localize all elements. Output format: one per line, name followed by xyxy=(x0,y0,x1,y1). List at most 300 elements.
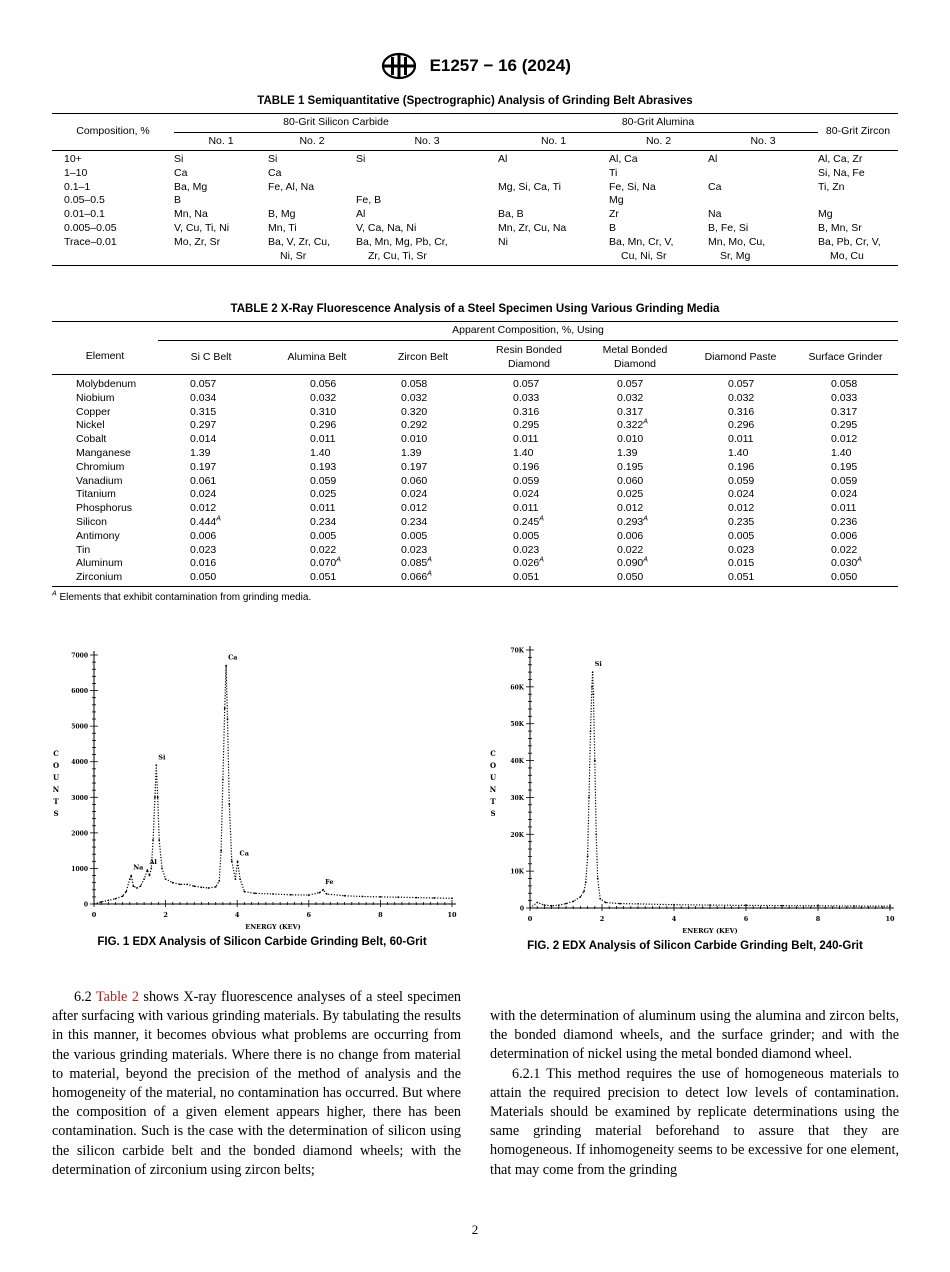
spectrum-point xyxy=(709,904,711,906)
t2-value-cell xyxy=(264,571,370,586)
spectrum-point xyxy=(397,896,399,898)
spectrum-point xyxy=(239,878,241,880)
t2-value-cell xyxy=(370,433,476,447)
t2-value: 0.032 xyxy=(401,391,428,404)
spectrum-point xyxy=(220,850,222,852)
y-tick-label: 60K xyxy=(510,684,524,692)
t2-value-cell xyxy=(264,475,370,489)
t2-value: 0.034 xyxy=(190,391,217,404)
y-axis-label-letter: N xyxy=(52,785,60,794)
t2-header: Metal Bonded Diamond xyxy=(602,343,668,370)
spectrum-point xyxy=(415,897,417,899)
t2-value: 0.015 xyxy=(728,557,755,570)
y-tick-label: 30K xyxy=(510,794,524,802)
spectrum-point xyxy=(319,892,321,894)
table1-row xyxy=(52,151,898,167)
t2-value: 0.310 xyxy=(310,405,337,418)
spectrum-point xyxy=(590,730,592,732)
spectrum-point xyxy=(237,860,239,862)
table2-row xyxy=(52,530,898,544)
t2-value: 1.39 xyxy=(401,446,422,459)
t2-value: 0.059 xyxy=(310,474,337,487)
x-axis-label: ENERGY (KEV) xyxy=(682,927,738,935)
spectrum-point xyxy=(222,779,224,781)
t2-value-cell xyxy=(582,530,688,544)
t2-value: 0.024 xyxy=(728,488,755,501)
contamination-flag: A xyxy=(427,570,432,578)
page-number: 2 xyxy=(471,1222,479,1237)
t2-element-cell: Molybdenum xyxy=(76,378,137,390)
t2-value: 0.025 xyxy=(617,488,644,501)
t1-cell xyxy=(498,194,609,208)
t2-value-cell xyxy=(688,557,793,571)
t2-header: Element xyxy=(85,350,125,363)
t2-value: 0.030 xyxy=(831,557,858,570)
spectrum-point xyxy=(133,885,135,887)
t1-sub: No. 3 xyxy=(750,134,776,147)
t1-cell: Mo, Zr, Sr xyxy=(174,235,221,248)
t2-value-cell xyxy=(688,516,793,530)
y-axis-label xyxy=(52,748,60,820)
table2-row xyxy=(52,433,898,447)
x-tick-label: 2 xyxy=(599,915,605,923)
t2-value-cell xyxy=(793,516,898,530)
t2-value-cell xyxy=(370,447,476,461)
spectrum-point xyxy=(597,878,599,880)
t2-value: 1.40 xyxy=(728,446,749,459)
table1-row xyxy=(52,208,898,222)
t2-value-cell xyxy=(370,375,476,392)
t1-cell: Mo, Cu xyxy=(830,249,864,262)
spectrum-point xyxy=(308,894,310,896)
x-tick-label: 4 xyxy=(234,911,240,919)
spectrum-point xyxy=(158,839,160,841)
x-tick-label: 6 xyxy=(306,911,312,919)
spectrum-point xyxy=(592,671,594,673)
t2-value: 0.011 xyxy=(513,433,539,446)
spectrum-point xyxy=(231,860,233,862)
t2-value: 0.011 xyxy=(831,502,857,515)
y-tick-label: 7000 xyxy=(71,652,88,660)
t1-cell: Si xyxy=(268,153,278,165)
t2-value-cell xyxy=(476,406,582,420)
t2-value-cell xyxy=(582,419,688,433)
spectrum-point xyxy=(152,839,154,841)
y-tick-label: 2000 xyxy=(71,830,88,838)
t2-value: 0.012 xyxy=(401,502,428,515)
t2-value-cell xyxy=(264,516,370,530)
spectrum-point xyxy=(125,891,127,893)
y-tick-label: 5000 xyxy=(71,723,88,731)
spectrum-point xyxy=(536,902,538,904)
spectrum-point xyxy=(889,905,891,907)
t1-cell: B xyxy=(609,221,617,234)
t2-element-cell: Zirconium xyxy=(76,571,123,584)
t2-value: 0.316 xyxy=(513,405,540,418)
spectrum-point xyxy=(186,884,188,886)
t2-value-cell xyxy=(264,557,370,571)
spectrum-point xyxy=(140,885,142,887)
t1-cell: Ni, Sr xyxy=(280,249,307,262)
t2-value: 0.033 xyxy=(831,391,858,404)
t1-cell: Si xyxy=(174,153,184,165)
t2-value-cell xyxy=(688,419,793,433)
t1-cell: Ba, B xyxy=(498,208,524,221)
t2-value-cell xyxy=(370,461,476,475)
spectrum-point xyxy=(235,878,237,880)
t2-value-cell xyxy=(476,475,582,489)
t2-value-cell xyxy=(793,406,898,420)
t2-value-cell xyxy=(688,488,793,502)
t2-value-cell xyxy=(793,488,898,502)
spectrum-point xyxy=(344,895,346,897)
t1-sub: No. 1 xyxy=(540,134,567,147)
spectrum-point xyxy=(165,878,167,880)
y-axis-label-letter: T xyxy=(53,797,59,806)
x-tick-label: 10 xyxy=(885,915,895,923)
contamination-flag: A xyxy=(427,556,432,564)
t2-value-cell xyxy=(476,516,582,530)
t1-cell: Al xyxy=(498,153,508,165)
y-tick-label: 70K xyxy=(510,647,524,655)
x-tick-label: 0 xyxy=(527,915,533,923)
t2-value: 0.051 xyxy=(513,571,540,584)
t2-value: 0.005 xyxy=(728,529,755,542)
t2-value-cell xyxy=(264,447,370,461)
spectrum-point xyxy=(150,868,152,870)
fig2-chart xyxy=(497,640,902,935)
t2-value: 0.193 xyxy=(310,460,337,473)
table1-row xyxy=(52,222,898,236)
t2-header: Diamond Paste xyxy=(704,350,777,363)
t2-value-cell xyxy=(582,392,688,406)
t2-value: 0.033 xyxy=(513,391,540,404)
table2-link[interactable]: Table 2 xyxy=(96,989,139,1005)
t1-cell: Ba, Mn, Mg, Pb, Cr, xyxy=(356,235,448,248)
t2-value-cell xyxy=(793,502,898,516)
t2-value-cell xyxy=(793,375,898,392)
body-left-column xyxy=(52,988,461,1180)
t1-group-sic: 80-Grit Silicon Carbide xyxy=(174,114,498,133)
t2-value: 0.022 xyxy=(831,543,858,556)
t1-composition-cell: 0.05–0.5 xyxy=(64,194,105,207)
spectrum-point xyxy=(130,875,132,877)
t2-value: 0.295 xyxy=(513,419,540,432)
t2-value: 0.295 xyxy=(831,419,858,432)
table1-row xyxy=(52,181,898,195)
y-tick-label: 50K xyxy=(510,721,524,729)
t2-element-cell: Cobalt xyxy=(76,433,107,446)
y-tick-label: 4000 xyxy=(71,759,88,767)
t2-value: 0.011 xyxy=(728,433,754,446)
t2-element-cell: Silicon xyxy=(76,515,107,528)
x-tick-label: 0 xyxy=(91,911,97,919)
t2-value-cell xyxy=(582,406,688,420)
peak-label: Al xyxy=(149,858,157,867)
peak-label: Ca xyxy=(239,849,249,858)
t2-value: 0.060 xyxy=(401,474,428,487)
t2-value: 0.023 xyxy=(513,543,540,556)
t1-cell: Cu, Ni, Sr xyxy=(621,249,667,262)
y-axis-label-letter: C xyxy=(53,749,59,758)
t2-value-cell xyxy=(793,544,898,558)
spectrum-point xyxy=(224,708,226,710)
spectrum-point xyxy=(136,887,138,889)
t2-value-cell xyxy=(582,557,688,571)
t1-cell: Fe, Si, Na xyxy=(609,180,656,193)
t1-cell: Al xyxy=(708,153,718,165)
spectrum-point xyxy=(228,804,230,806)
t1-cell: Ba, Pb, Cr, V, xyxy=(818,235,881,248)
t2-value: 0.058 xyxy=(831,378,858,390)
t1-cell: Mn, Na xyxy=(174,208,208,221)
t2-value: 1.39 xyxy=(190,446,211,459)
t1-cell xyxy=(356,167,498,181)
t2-value-cell xyxy=(476,502,582,516)
spectrum-point xyxy=(637,903,639,905)
spectrum-point xyxy=(326,893,328,895)
t2-value-cell xyxy=(158,516,264,530)
footnote-mark: A xyxy=(52,590,57,598)
t2-element-cell: Phosphorus xyxy=(76,502,133,515)
t2-value: 0.070 xyxy=(310,557,337,570)
t2-value: 0.057 xyxy=(728,378,755,390)
table1-row xyxy=(52,194,898,208)
t2-value: 0.005 xyxy=(310,529,337,542)
t2-value: 0.006 xyxy=(190,529,217,542)
table1-row xyxy=(52,250,898,266)
t2-value: 0.032 xyxy=(310,391,337,404)
t2-value-cell xyxy=(476,557,582,571)
fig1-ylabel xyxy=(52,748,60,820)
spectrum-point xyxy=(585,881,587,883)
t2-value-cell xyxy=(158,433,264,447)
fig1-caption: FIG. 1 EDX Analysis of Silicon Carbide Grinding Belt, 60-Grit xyxy=(97,936,427,948)
t2-value: 0.296 xyxy=(310,419,337,432)
t1-cell: Mn, Mo, Cu, xyxy=(708,235,766,248)
spectrum-point xyxy=(781,905,783,907)
spectrum-point xyxy=(218,880,220,882)
x-tick-label: 10 xyxy=(447,911,457,919)
t2-value-cell xyxy=(158,557,264,571)
t1-cell xyxy=(498,250,609,266)
spectrum-point xyxy=(544,904,546,906)
table2-row xyxy=(52,502,898,516)
fig2-ylabel xyxy=(489,748,497,820)
t2-value: 0.005 xyxy=(401,529,428,542)
t2-value: 0.444 xyxy=(190,515,217,528)
t2-value: 0.061 xyxy=(190,474,217,487)
t2-value: 0.050 xyxy=(831,571,858,584)
t1-group-alumina: 80-Grit Alumina xyxy=(498,114,818,133)
spectrum-point xyxy=(172,882,174,884)
t2-value-cell xyxy=(476,571,582,586)
spectrum-point xyxy=(225,665,227,667)
spectrum-point xyxy=(673,904,675,906)
t2-value: 0.234 xyxy=(401,515,428,528)
t2-value-cell xyxy=(370,544,476,558)
t2-value-cell xyxy=(264,392,370,406)
spectrum-point xyxy=(817,905,819,907)
t2-value: 0.317 xyxy=(831,405,858,418)
t1-cell: Mn, Zr, Cu, Na xyxy=(498,221,567,234)
table2-row xyxy=(52,447,898,461)
spectrum-point xyxy=(362,896,364,898)
t2-value-cell xyxy=(793,557,898,571)
t2-value-cell xyxy=(688,433,793,447)
y-tick-label: 0 xyxy=(519,905,524,913)
t2-group-header: Apparent Composition, %, Using xyxy=(158,322,898,341)
t1-cell: Ti, Zn xyxy=(818,180,845,193)
table2-row xyxy=(52,557,898,571)
t2-value: 0.090 xyxy=(617,557,644,570)
t2-value-cell xyxy=(793,530,898,544)
t1-sub: No. 2 xyxy=(299,134,325,147)
t2-value-cell xyxy=(264,530,370,544)
t1-sub: No. 2 xyxy=(645,134,672,147)
t2-value: 0.012 xyxy=(617,502,644,515)
contamination-flag: A xyxy=(336,556,341,564)
t2-value-cell xyxy=(582,447,688,461)
t2-value: 0.320 xyxy=(401,405,428,418)
peak-label: Na xyxy=(133,863,144,872)
y-axis-label-letter: O xyxy=(489,761,497,770)
table2-row xyxy=(52,488,898,502)
spectrum-point xyxy=(149,875,151,877)
spectrum-point xyxy=(100,901,102,903)
contamination-flag: A xyxy=(216,515,221,523)
t2-value: 0.245 xyxy=(513,515,540,528)
spectrum-point xyxy=(161,868,163,870)
t2-value: 0.297 xyxy=(190,419,217,432)
t2-value-cell xyxy=(476,461,582,475)
t2-value: 0.322 xyxy=(617,419,644,432)
contamination-flag: A xyxy=(857,556,862,564)
t2-value-cell xyxy=(688,502,793,516)
y-axis-label-letter: U xyxy=(52,773,60,782)
spectrum-point xyxy=(587,856,589,858)
t2-value: 0.197 xyxy=(190,460,217,473)
t1-cell: Ba, V, Zr, Cu, xyxy=(268,235,331,248)
t2-element-cell: Manganese xyxy=(76,446,131,459)
t1-composition-cell: Trace–0.01 xyxy=(64,235,117,248)
t2-element-cell: Niobium xyxy=(76,391,115,404)
standard-designation: E1257 − 16 (2024) xyxy=(429,56,571,75)
t2-value-cell xyxy=(476,530,582,544)
t2-value: 1.39 xyxy=(617,446,638,459)
t2-value-cell xyxy=(476,392,582,406)
t2-value: 0.012 xyxy=(831,433,858,446)
t2-header: Surface Grinder xyxy=(808,350,883,363)
spectrum-point xyxy=(272,893,274,895)
t2-header: Alumina Belt xyxy=(287,350,347,363)
t1-cell: Ca xyxy=(708,180,722,193)
t2-value-cell xyxy=(688,571,793,586)
peak-label: Si xyxy=(594,660,602,669)
t1-col-zircon: 80-Grit Zircon xyxy=(818,114,898,151)
t2-value-cell xyxy=(264,544,370,558)
t2-value: 0.011 xyxy=(513,502,539,515)
spectrum-point xyxy=(529,907,531,909)
t2-value: 0.026 xyxy=(513,557,540,570)
y-axis-label-letter: N xyxy=(489,785,497,794)
astm-logo-icon xyxy=(379,52,419,80)
t2-element-cell: Antimony xyxy=(76,529,120,542)
peak-label: Ca xyxy=(228,653,238,662)
t2-element-cell: Vanadium xyxy=(76,474,123,487)
t1-cell: Si xyxy=(356,153,366,165)
t1-cell: Fe, Al, Na xyxy=(268,180,315,193)
t2-value: 0.032 xyxy=(728,391,755,404)
t1-cell xyxy=(498,167,609,181)
t2-value: 0.296 xyxy=(728,419,755,432)
t1-cell: B, Fe, Si xyxy=(708,221,749,234)
contamination-flag: A xyxy=(539,515,544,523)
t1-composition-cell: 0.005–0.05 xyxy=(64,221,117,234)
t2-value: 0.051 xyxy=(310,571,337,584)
t2-value-cell xyxy=(793,475,898,489)
x-tick-label: 8 xyxy=(815,915,821,923)
y-axis-label-letter: U xyxy=(489,773,497,782)
t2-value: 0.195 xyxy=(617,460,644,473)
spectrum-point xyxy=(605,902,607,904)
t2-value-cell xyxy=(158,447,264,461)
table2-row xyxy=(52,375,898,392)
spectrum-point xyxy=(208,887,210,889)
x-tick-label: 2 xyxy=(163,911,168,919)
spectrum-point xyxy=(745,905,747,907)
contamination-flag: A xyxy=(643,418,648,426)
t2-value: 0.196 xyxy=(728,460,755,473)
t1-cell: Al xyxy=(356,208,366,221)
spectrum-point xyxy=(215,886,217,888)
table2-row xyxy=(52,406,898,420)
t2-value-cell xyxy=(158,530,264,544)
t2-value: 0.059 xyxy=(513,474,540,487)
table2-row xyxy=(52,461,898,475)
t2-element-cell: Titanium xyxy=(76,488,116,501)
t2-value-cell xyxy=(370,557,476,571)
table1 xyxy=(52,113,898,266)
spectrum-point xyxy=(433,897,435,899)
spectrum-point xyxy=(244,891,246,893)
t2-value: 0.235 xyxy=(728,515,755,528)
t2-value: 0.005 xyxy=(513,529,540,542)
spectrum-point xyxy=(122,895,124,897)
table2-footnote xyxy=(52,592,311,603)
t2-value-cell xyxy=(582,571,688,586)
spectrum-point xyxy=(290,894,292,896)
t1-cell: Ba, Mn, Cr, V, xyxy=(609,235,674,248)
spectrum-point xyxy=(594,760,596,762)
t1-cell: Fe, B xyxy=(356,194,382,207)
t1-cell: B, Mn, Sr xyxy=(818,221,862,234)
t2-value-cell xyxy=(582,461,688,475)
page-header xyxy=(0,52,950,80)
t1-cell: Ni xyxy=(498,235,508,248)
t2-element-cell: Tin xyxy=(76,543,91,556)
t2-value: 0.025 xyxy=(310,488,337,501)
t2-value: 0.024 xyxy=(401,488,428,501)
spectrum-point xyxy=(115,898,117,900)
t1-cell: V, Cu, Ti, Ni xyxy=(174,221,230,234)
x-axis-label: ENERGY (KEV) xyxy=(245,923,301,931)
t2-value-cell xyxy=(476,544,582,558)
peak-label: Si xyxy=(158,753,166,762)
t2-value: 0.059 xyxy=(728,474,755,487)
t2-value: 0.012 xyxy=(728,502,755,515)
t1-composition-cell: 10+ xyxy=(64,153,82,165)
